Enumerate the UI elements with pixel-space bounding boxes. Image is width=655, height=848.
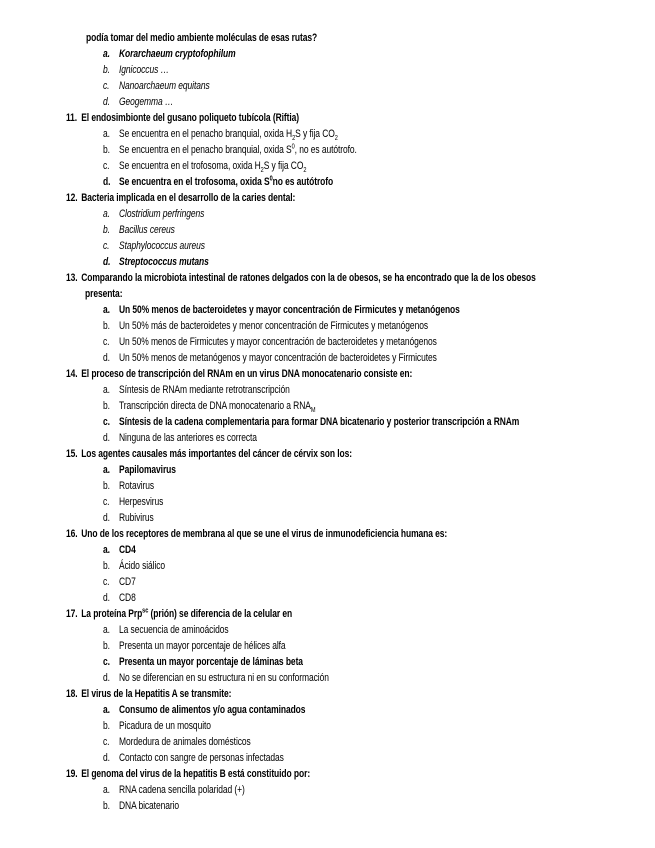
question-12: 12. Bacteria implicada en el desarrollo de la caries dental: — [66, 192, 296, 204]
question-14: 14. El proceso de transcripción del RNAm en un virus DNA monocatenario consiste en: — [66, 368, 413, 380]
question-18: 18. El virus de la Hepatitis A se transmite: — [66, 688, 232, 700]
question-15: 15. Los agentes causales más importantes del cáncer de cérvix son los: — [66, 448, 352, 460]
question-11: 11. El endosimbionte del gusano poliqueto tubícola (Riftia) — [66, 112, 300, 124]
question-10-continuation: podía tomar del medio ambiente moléculas de esas rutas? — [86, 32, 318, 44]
question-19: 19. El genoma del virus de la hepatitis B está constituido por: — [66, 768, 311, 780]
exam-page: podía tomar del medio ambiente moléculas de esas rutas? a. Korarchaeum cryptofophilum b. Ignicoccus … c. Nanoarchaeum equitans d. Geogemma … 11. El endosimbionte del gusano poliqueto tubícola (Riftia) a. Se encuentra en el penacho branquial, oxida $H_2S$ y fija $CO_2$ b. Se encuentra en el penacho branquial, oxida $S^0$, no es autótrofo. c. Se encuentra en el trofosoma, oxida $H_2S$ y fija $CO_2$ d. Se encuentra en el trofosoma, oxida $S^0no$ es autótrofo 12. Bacteria implicada en el desarrollo de la caries dental: a. Clostridium perfringens b. Bacillus cereus c. Staphylococcus aureus d. Streptococcus mutans 13. Comparando la microbiota intestinal de ratones delgados con la de obesos, se ha encontrado que la de los obesos presenta: a. Un 50% menos de bacteroidetes y mayor concentración de Firmicutes y metanógenos b. Un 50% más de bacteroidetes y menor concentración de Firmicutes y metanógenos c. Un 50% menos de Firmicutes y mayor concentración de bacteroidetes y metanógenos d. Un 50% menos de metanógenos y mayor concentración de bacteroidetes y Firmicutes 14. El proceso de transcripción del RNAm en un virus DNA monocatenario consiste en: a. Síntesis de RNAm mediante retrotranscripción b. Transcripción directa de DNA monocatenario a $RNA_M$ c. Síntesis de la cadena complementaria para formar DNA bicatenario y posterior transcripción a RNAm d. Ninguna de las anteriores es correcta 15. Los agentes causales más importantes del cáncer de cérvix son los: a. Papilomavirus b. Rotavirus c. Herpesvirus d. Rubivirus 16. Uno de los receptores de membrana al que se une el virus de inmunodeficiencia humana es: a. CD4 b. Ácido siálico c. CD7 d. CD8 17. La proteína Prp$^{sc}$ (prión) se diferencia de la celular en a. La secuencia de aminoácidos b. Presenta un mayor porcentaje de hélices alfa c. Presenta un mayor porcentaje de láminas beta d. No se diferencian en su estructura ni en su conformación 18. El virus de la Hepatitis A se transmite: a. Consumo de alimentos y/o agua contaminados b. Picadura de un mosquito c. Mordedura de animales domésticos d. Contacto con sangre de personas infectadas 19. El genoma del virus de la hepatitis B está constituido por: a. RNA cadena sencilla polaridad (+) b. DNA bicatenario — [66, 32, 536, 812]
question-17: 17. La proteína Prp$^{sc}$ (prión) se diferencia de la celular en — [66, 607, 293, 620]
question-13-continuation: presenta: — [85, 288, 123, 300]
question-16: 16. Uno de los receptores de membrana al que se une el virus de inmunodeficiencia humana es: — [66, 528, 448, 540]
question-13: 13. Comparando la microbiota intestinal de ratones delgados con la de obesos, se ha encontrado que la de los obesos — [66, 272, 536, 284]
